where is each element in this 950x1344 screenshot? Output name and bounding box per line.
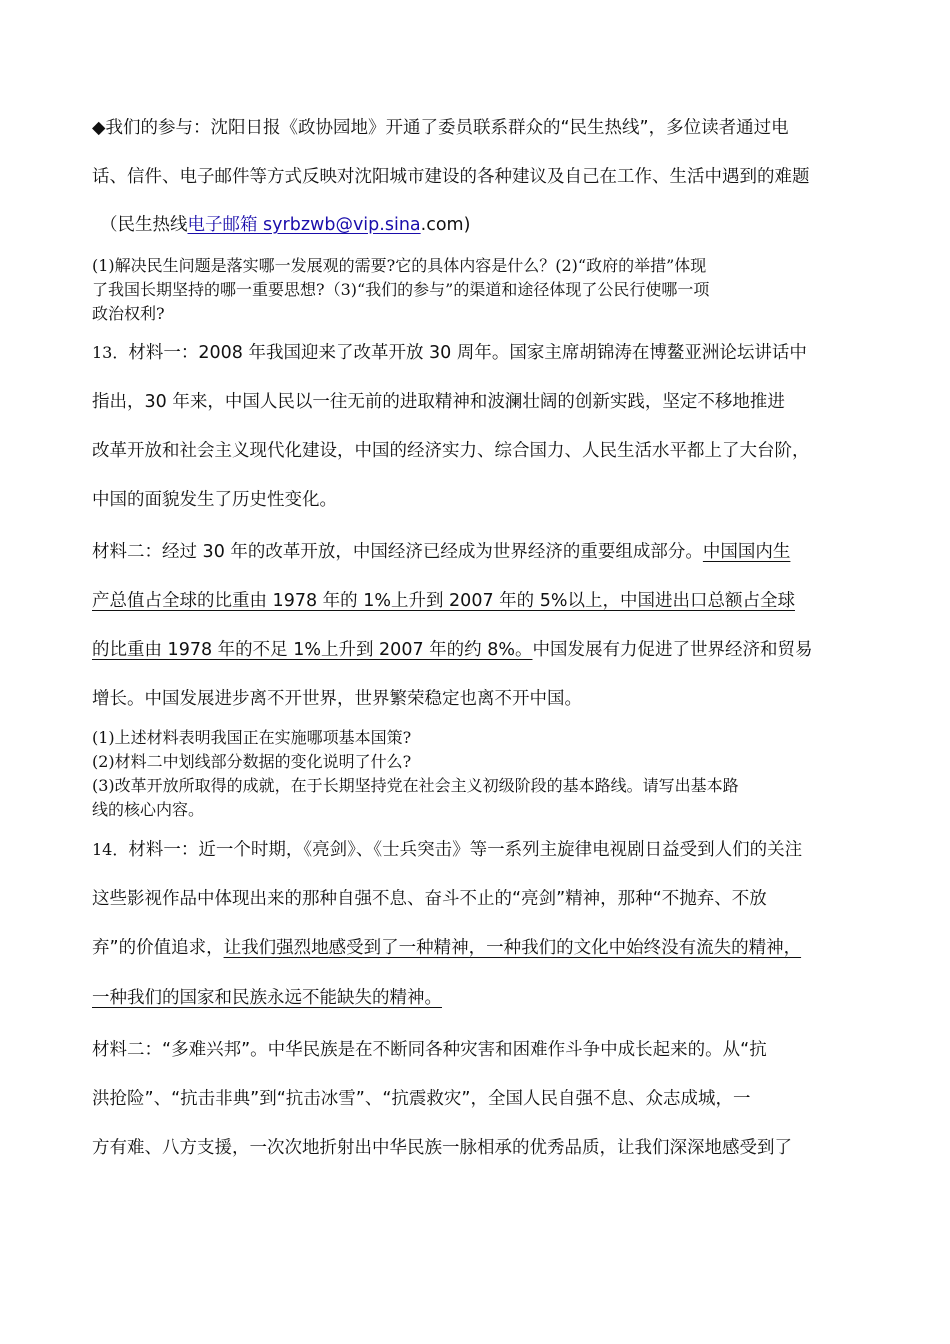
question-14-line (92, 836, 802, 861)
underlined-text: 的比重由 1978 年的不足 1%上升到 2007 年的约 8%。 (92, 640, 533, 660)
sub-question: (1)上述材料表明我国正在实施哪项基本国策? (92, 728, 412, 747)
question-13-line (92, 339, 807, 364)
paragraph-line: 方有难、八方支援，一次次地折射出中华民族一脉相承的优秀品质，让我们深深地感受到了 (92, 1138, 792, 1158)
paragraph-line: ◆我们的参与：沈阳日报《政协园地》开通了委员联系群众的“民生热线”，多位读者通过电 (92, 118, 789, 138)
material-text: 材料一：2008 年我国迎来了改革开放 30 周年。国家主席胡锦涛在博鳌亚洲论坛讲话中 (128, 343, 807, 363)
paragraph-line (92, 934, 801, 959)
sub-question: (3)改革开放所取得的成就，在于长期坚持党在社会主义初级阶段的基本路线。请写出基本路 (92, 776, 739, 795)
paragraph-line: 材料二：“多难兴邦”。中华民族是在不断同各种灾害和困难作斗争中成长起来的。从“抗 (92, 1040, 767, 1060)
sub-question: (2)材料二中划线部分数据的变化说明了什么? (92, 752, 412, 771)
question-number: 13． (92, 343, 129, 362)
paragraph-line: 指出，30 年来，中国人民以一往无前的进取精神和波澜壮阔的创新实践，坚定不移地推进 (92, 392, 785, 412)
material-text: 弃”的价值追求， (92, 938, 224, 958)
paragraph-line (92, 636, 812, 661)
email-link[interactable]: 电子邮箱 syrbzwb@vip.sina (187, 215, 421, 235)
underlined-text: 中国国内生 (702, 542, 791, 562)
hotline-prefix: （民生热线 (100, 215, 188, 235)
question-number: 14． (92, 840, 129, 859)
material-text: 材料二：经过 30 年的改革开放，中国经济已经成为世界经济的重要组成部分。 (92, 542, 703, 562)
paragraph-line: 洪抢险”、“抗击非典”到“抗击冰雪”、“抗震救灾”，全国人民自强不息、众志成城，一 (92, 1089, 751, 1109)
paragraph-line (92, 538, 790, 563)
underlined-text: 让我们强烈地感受到了一种精神，一种我们的文化中始终没有流失的精神， (223, 938, 802, 958)
paragraph-line: 中国的面貌发生了历史性变化。 (92, 490, 337, 510)
hotline-suffix: .com) (420, 215, 471, 235)
question-line: 政治权利? (92, 304, 165, 323)
underlined-line: 一种我们的国家和民族永远不能缺失的精神。 (92, 988, 442, 1008)
sub-question: 线的核心内容。 (92, 800, 205, 819)
question-line: 了我国长期坚持的哪一重要思想?（3)“我们的参与”的渠道和途径体现了公民行使哪一项 (92, 280, 710, 299)
question-line: (1)解决民生问题是落实哪一发展观的需要?它的具体内容是什么？(2)“政府的举措”体现 (92, 256, 707, 275)
underlined-line: 产总值占全球的比重由 1978 年的 1%上升到 2007 年的 5%以上，中国进出口总额占全球 (92, 591, 795, 611)
paragraph-line: 话、信件、电子邮件等方式反映对沈阳城市建设的各种建议及自己在工作、生活中遇到的难题 (92, 167, 810, 187)
paragraph-line (100, 211, 470, 236)
paragraph-line: 增长。中国发展进步离不开世界，世界繁荣稳定也离不开中国。 (92, 689, 582, 709)
material-text: 材料一：近一个时期，《亮剑》、《士兵突击》等一系列主旋律电视剧日益受到人们的关注 (128, 840, 803, 860)
paragraph-line: 这些影视作品中体现出来的那种自强不息、奋斗不止的“亮剑”精神，那种“不抛弃、不放 (92, 889, 767, 909)
paragraph-line: 改革开放和社会主义现代化建设，中国的经济实力、综合国力、人民生活水平都上了大台阶， (92, 441, 810, 461)
material-text: 中国发展有力促进了世界经济和贸易 (532, 640, 813, 660)
